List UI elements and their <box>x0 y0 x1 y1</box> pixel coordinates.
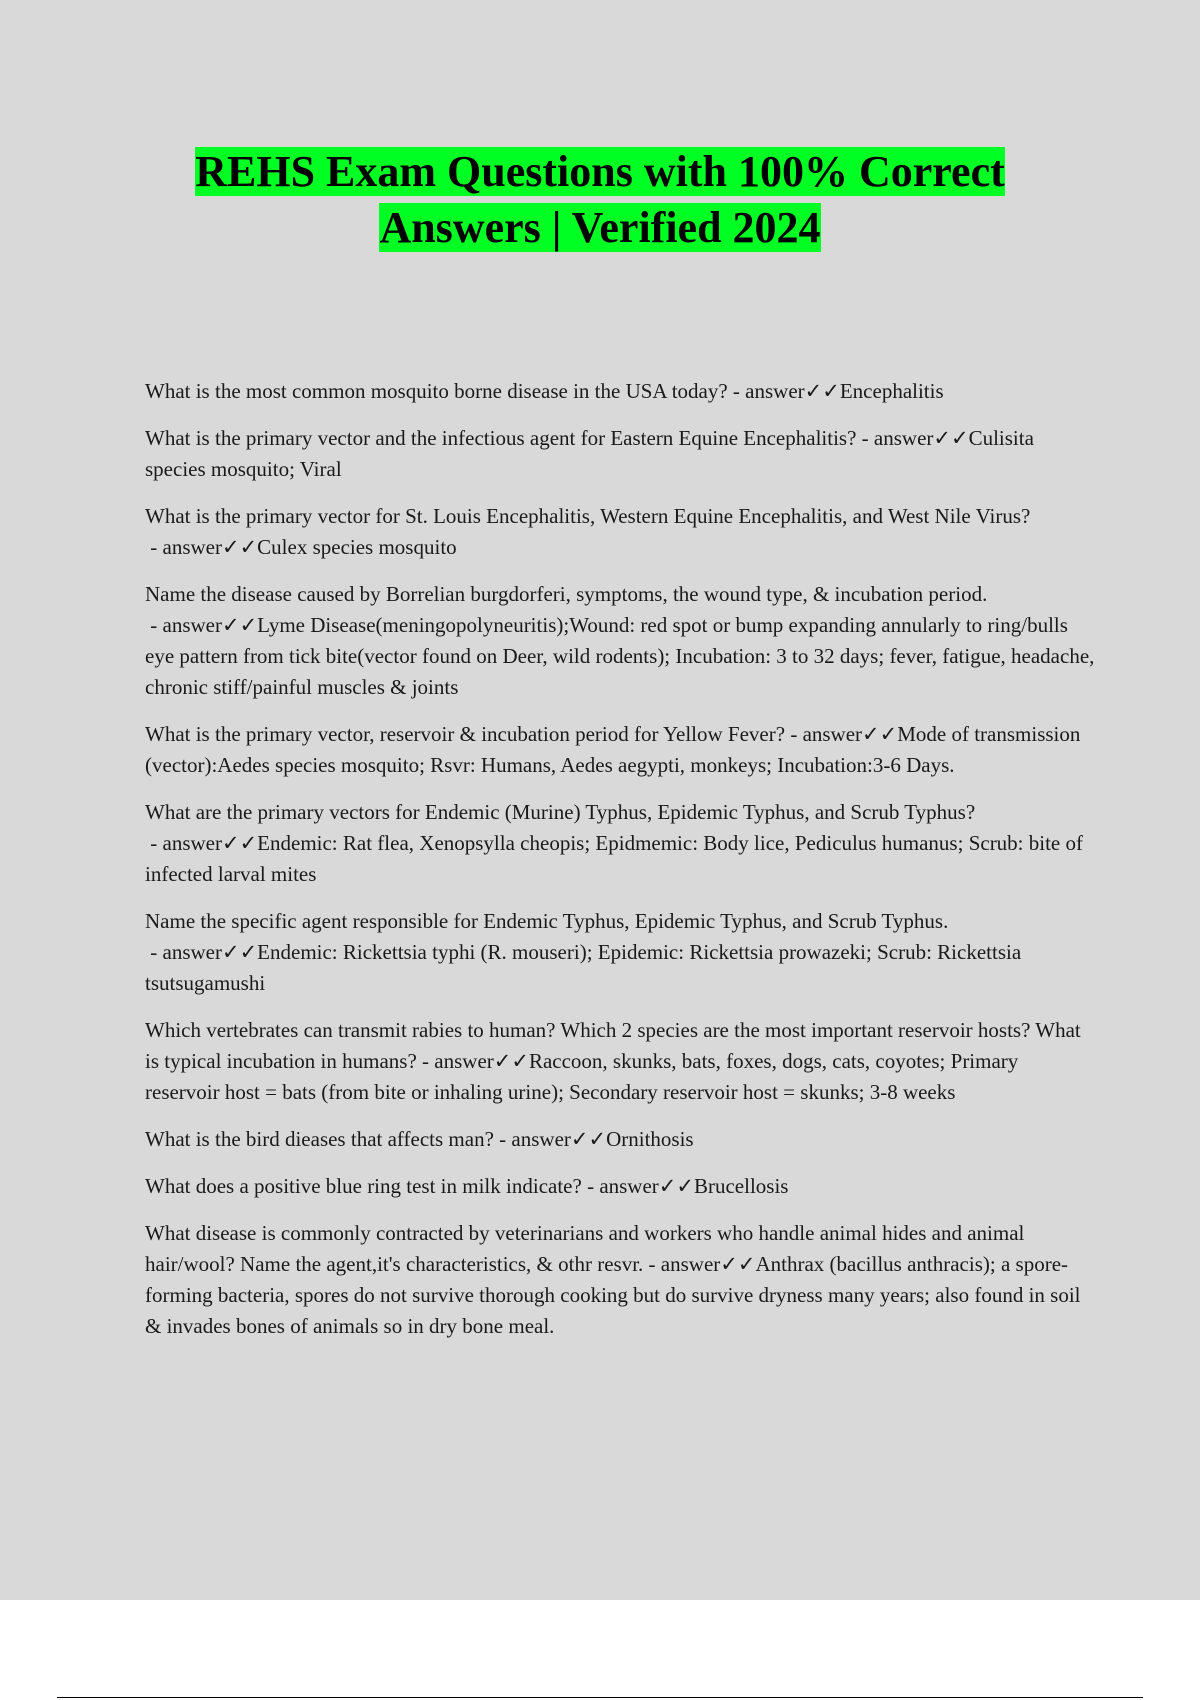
answer-separator: - <box>145 535 163 559</box>
answer-text: Endemic: Rat flea, Xenopsylla cheopis; Epidmemic: Body lice, Pediculus humanus; Scrub: bite of infected larval mites <box>145 831 1084 886</box>
answer-separator: - <box>643 1252 661 1276</box>
answer-text: Lyme Disease(meningopolyneuritis);Wound: red spot or bump expanding annularly to ring/bulls eye pattern from tick bite(vector found on Deer, wild rodents); Incubation: 3 to 32 days; fever, fatigue, headache, chronic stiff/painful muscles & joints <box>145 613 1095 699</box>
answer-separator: - <box>145 613 163 637</box>
question-text: What does a positive blue ring test in milk indicate? <box>145 1174 582 1198</box>
answer-marker: answer✓✓ <box>511 1127 607 1151</box>
question-text: What is the primary vector for St. Louis Encephalitis, Western Equine Encephalitis, and West Nile Virus? <box>145 504 1031 528</box>
qa-item <box>145 1218 1095 1342</box>
answer-text: Mode of transmission (vector):Aedes species mosquito; Rsvr: Humans, Aedes aegypti, monkeys; Incubation:3-6 Days. <box>145 722 1081 777</box>
question-text: Name the specific agent responsible for Endemic Typhus, Epidemic Typhus, and Scrub Typhus. <box>145 909 949 933</box>
title-line-1: REHS Exam Questions with 100% Correct <box>195 147 1005 196</box>
qa-item <box>145 579 1095 703</box>
answer-separator: - <box>145 940 163 964</box>
qa-item <box>145 797 1095 890</box>
answer-text: Culex species mosquito <box>257 535 457 559</box>
answer-separator: - <box>785 722 803 746</box>
answer-marker: answer✓✓ <box>599 1174 694 1198</box>
answer-separator: - <box>145 831 163 855</box>
answer-marker: answer✓✓ <box>802 722 898 746</box>
title-line-2: Answers | Verified 2024 <box>379 203 821 252</box>
answer-text: Encephalitis <box>839 379 944 403</box>
question-text: What are the primary vectors for Endemic (Murine) Typhus, Epidemic Typhus, and Scrub Typhus? <box>145 800 976 824</box>
qa-list <box>145 376 1095 1358</box>
qa-item <box>145 501 1095 563</box>
footer-divider <box>57 1697 1143 1698</box>
answer-text: Anthrax (bacillus anthracis); a spore-forming bacteria, spores do not survive thorough cooking but do survive dryness many years; also found in soil & invades bones of animals so in dry bone meal. <box>145 1252 1081 1338</box>
answer-marker: answer✓✓ <box>162 613 258 637</box>
answer-separator: - <box>727 379 746 403</box>
question-text: Name the disease caused by Borrelian burgdorferi, symptoms, the wound type, & incubation period. <box>145 582 988 606</box>
answer-text: Endemic: Rickettsia typhi (R. mouseri); Epidemic: Rickettsia prowazeki; Scrub: Rickettsia tsutsugamushi <box>145 940 1022 995</box>
answer-separator: - <box>581 1174 600 1198</box>
question-text: What is the most common mosquito borne disease in the USA today? <box>145 379 728 403</box>
question-text: Which vertebrates can transmit rabies to human? Which 2 species are the most important reservoir hosts? What is typical incubation in humans? <box>145 1018 1081 1073</box>
answer-marker: answer✓✓ <box>162 535 258 559</box>
answer-text: Raccoon, skunks, bats, foxes, dogs, cats, coyotes; Primary reservoir host = bats (from bite or inhaling urine); Secondary reservoir host = skunks; 3-8 weeks <box>145 1049 1019 1104</box>
qa-item <box>145 1124 1095 1155</box>
qa-item <box>145 719 1095 781</box>
answer-separator: - <box>493 1127 512 1151</box>
answer-separator: - <box>416 1049 435 1073</box>
answer-marker: answer✓✓ <box>162 831 258 855</box>
answer-separator: - <box>856 426 874 450</box>
answer-marker: answer✓✓ <box>873 426 969 450</box>
answer-text: Ornithosis <box>606 1127 694 1151</box>
answer-marker: answer✓✓ <box>660 1252 756 1276</box>
question-text: What is the bird dieases that affects man? <box>145 1127 494 1151</box>
answer-marker: answer✓✓ <box>162 940 258 964</box>
qa-item <box>145 1171 1095 1202</box>
answer-text: Culisita species mosquito; Viral <box>145 426 1034 481</box>
answer-text: Brucellosis <box>693 1174 789 1198</box>
question-text: What is the primary vector, reservoir & incubation period for Yellow Fever? <box>145 722 786 746</box>
answer-marker: answer✓✓ <box>434 1049 529 1073</box>
qa-item <box>145 906 1095 999</box>
qa-item <box>145 376 1095 407</box>
question-text: What is the primary vector and the infectious agent for Eastern Equine Encephalitis? <box>145 426 857 450</box>
answer-marker: answer✓✓ <box>745 379 840 403</box>
qa-item <box>145 1015 1095 1108</box>
question-text: What disease is commonly contracted by veterinarians and workers who handle animal hides and animal hair/wool? Name the agent,it's characteristics, & othr resvr. <box>145 1221 1025 1276</box>
document-title <box>100 144 1100 256</box>
qa-item <box>145 423 1095 485</box>
